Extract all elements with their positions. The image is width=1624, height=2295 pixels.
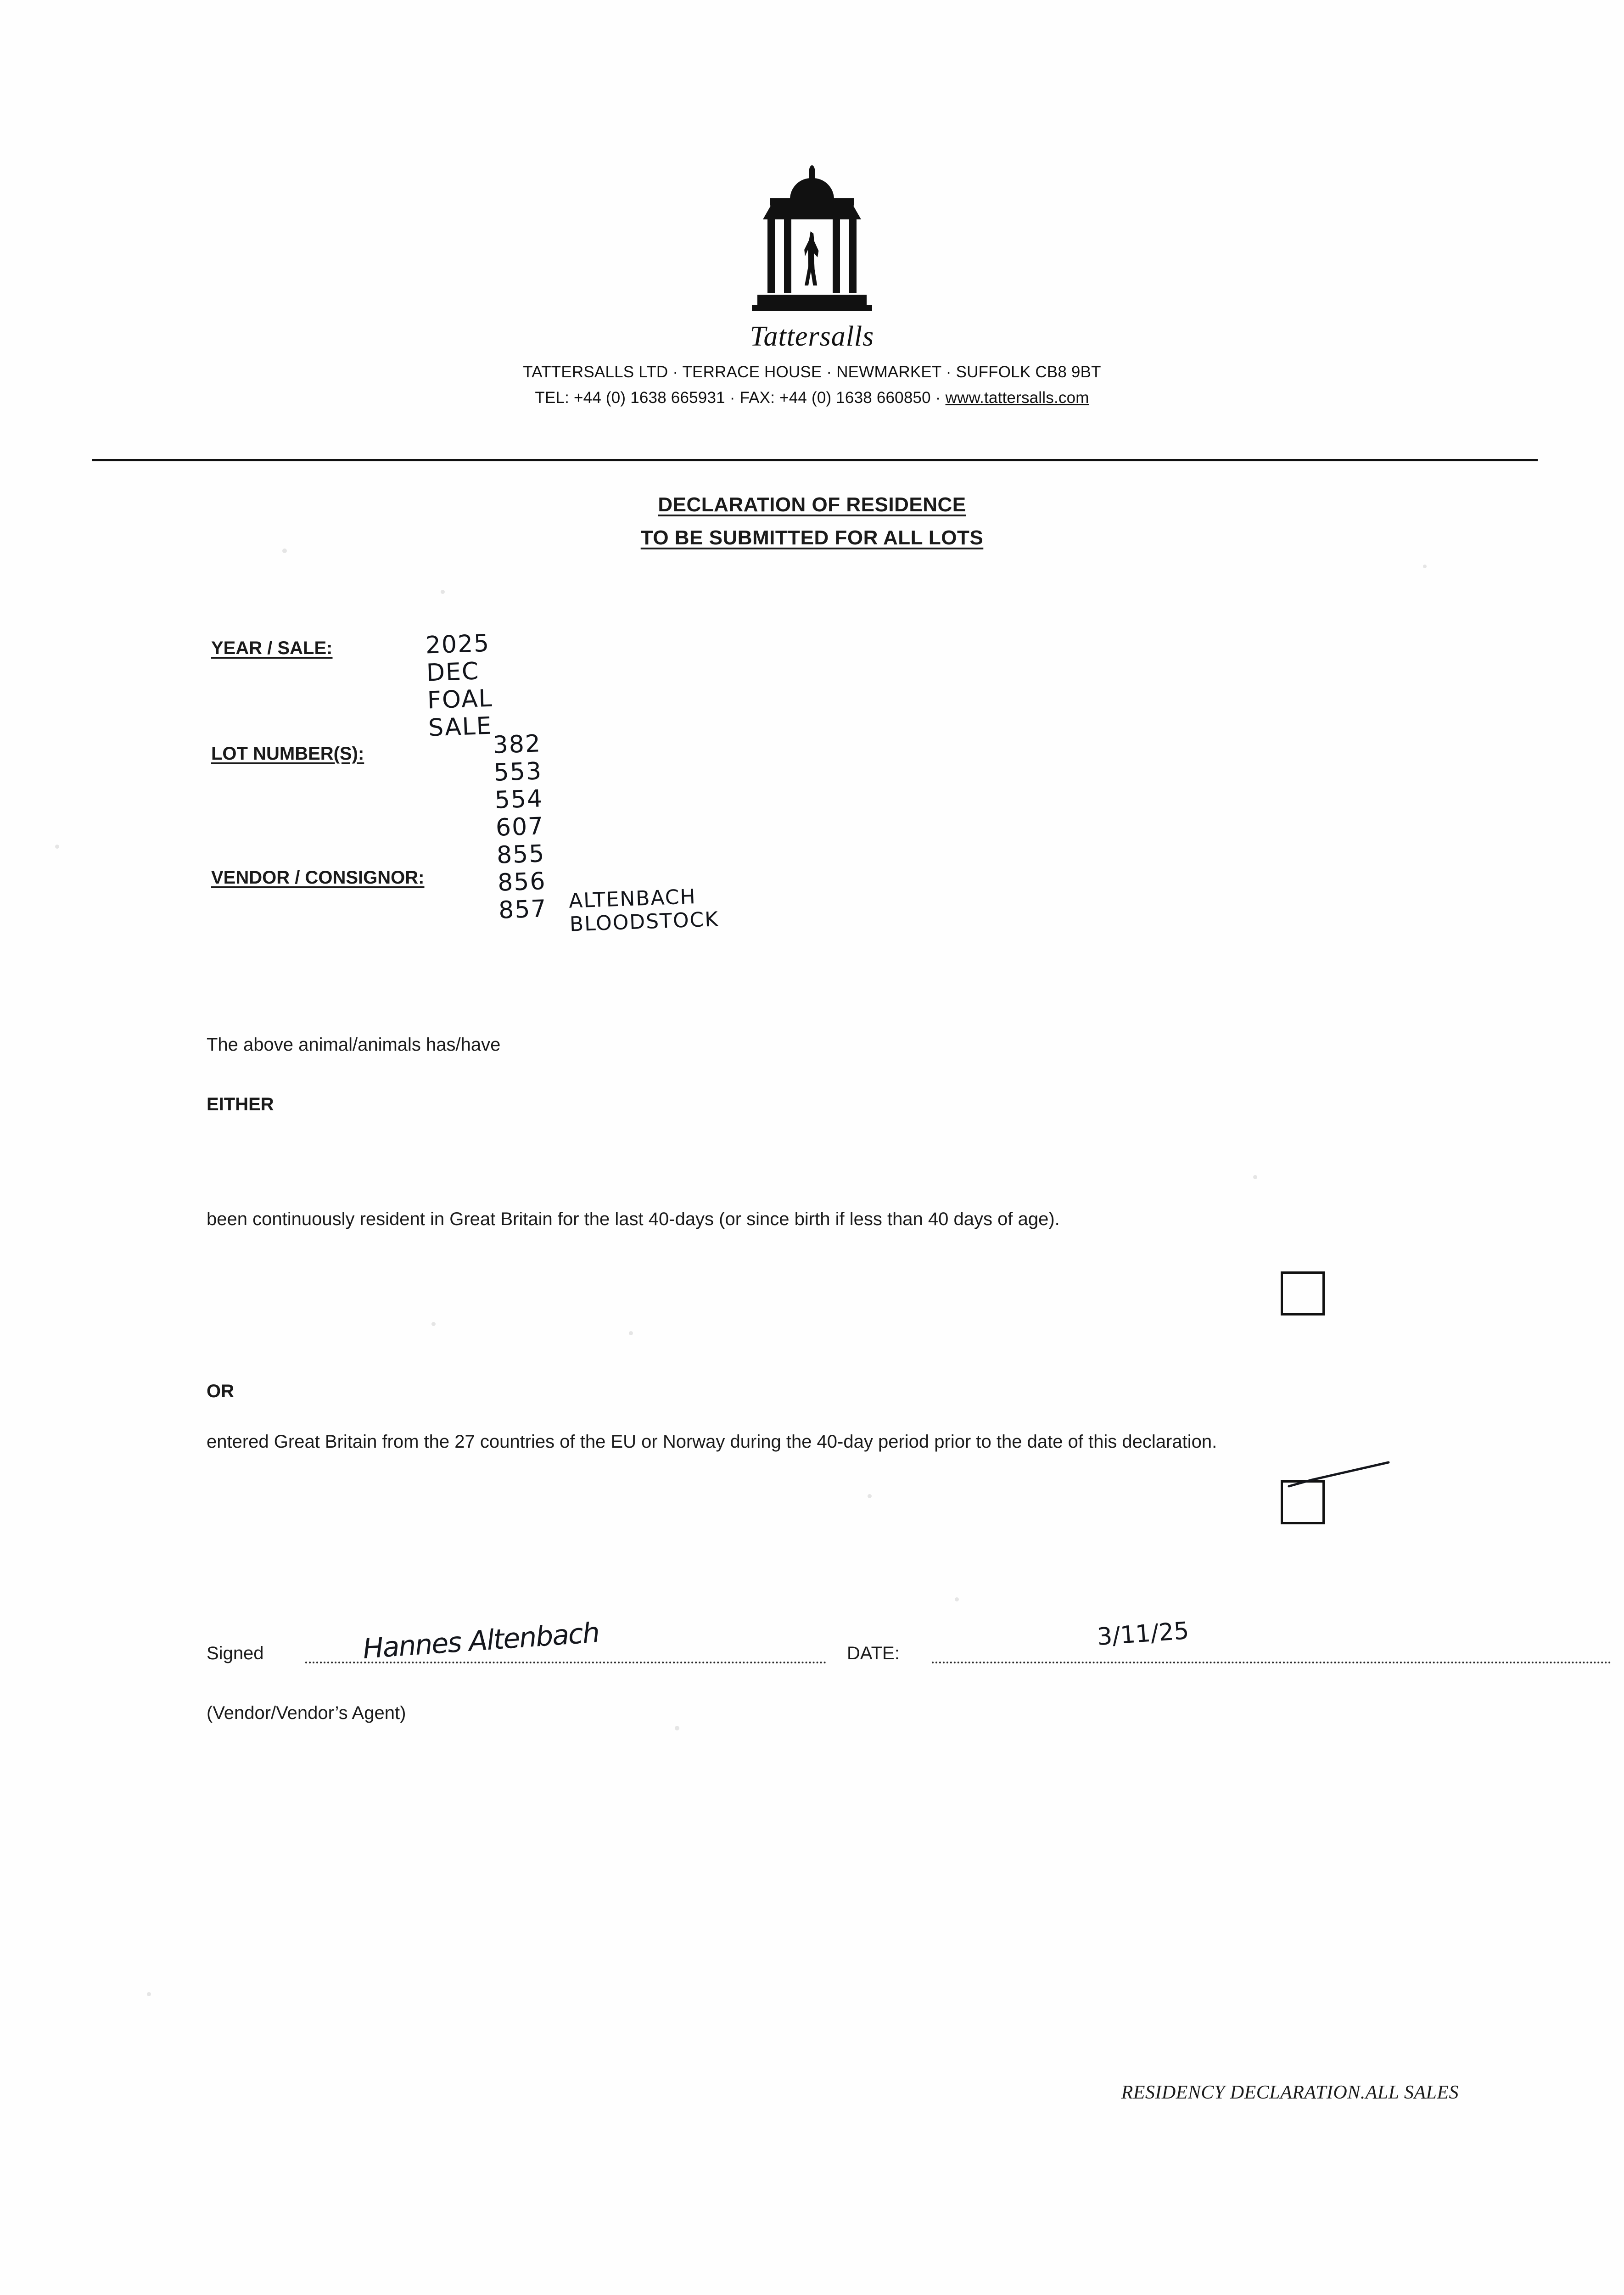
page-title-line1: DECLARATION OF RESIDENCE — [658, 493, 966, 516]
field-year-sale — [211, 629, 493, 742]
scan-speck — [431, 1322, 436, 1326]
website-link[interactable]: www.tattersalls.com — [945, 389, 1089, 407]
signature-value[interactable]: Hannes Altenbach — [362, 1617, 600, 1665]
vendor-label: VENDOR / CONSIGNOR: — [211, 868, 425, 888]
scan-speck — [955, 1597, 959, 1601]
option-a-text: been continuously resident in Great Britain for the last 40-days (or since birth if less than 40 days of age). — [207, 1209, 1060, 1229]
option-a-checkbox[interactable] — [1281, 1271, 1325, 1315]
scan-speck — [675, 1726, 679, 1730]
date-line[interactable] — [932, 1643, 1611, 1663]
option-b-text: entered Great Britain from the 27 countries of the EU or Norway during the 40-day period prior to the date of this declaration. — [207, 1432, 1217, 1452]
company-address: TATTERSALLS LTD · TERRACE HOUSE · NEWMARKET · SUFFOLK CB8 9BT — [523, 363, 1101, 381]
page-title-line2: TO BE SUBMITTED FOR ALL LOTS — [640, 526, 984, 549]
lot-numbers-label: LOT NUMBER(S): — [211, 744, 364, 764]
date-value[interactable]: 3/11/25 — [1096, 1617, 1190, 1651]
date-label: DATE: — [847, 1643, 900, 1663]
or-label: OR — [207, 1381, 234, 1401]
scan-speck — [629, 1331, 633, 1335]
brand-wordmark: Tattersalls — [750, 321, 874, 352]
footer-reference: RESIDENCY DECLARATION.ALL SALES — [1121, 2082, 1459, 2103]
vendor-value[interactable]: ALTENBACH BLOODSTOCK — [568, 885, 719, 936]
letterhead — [0, 165, 1624, 407]
page-title — [0, 493, 1624, 549]
header-divider — [92, 459, 1538, 461]
signed-label: Signed — [207, 1643, 264, 1663]
contact-numbers: TEL: +44 (0) 1638 665931 · FAX: +44 (0) 1638 660850 · — [535, 389, 946, 407]
company-contact — [0, 389, 1624, 407]
scan-speck — [55, 845, 59, 849]
year-sale-value[interactable]: 2025 DEC FOAL SALE — [425, 629, 493, 742]
either-label: EITHER — [207, 1094, 274, 1114]
option-b-checkbox[interactable] — [1281, 1480, 1325, 1524]
signatory-note: (Vendor/Vendor’s Agent) — [207, 1703, 406, 1723]
year-sale-label: YEAR / SALE: — [211, 638, 333, 658]
field-vendor-consignor — [211, 868, 719, 936]
scan-speck — [1253, 1175, 1257, 1179]
scan-speck — [441, 590, 445, 594]
scan-speck — [147, 1992, 151, 1996]
lot-numbers-value[interactable]: 382 553 554 607 855 856 857 — [492, 730, 548, 924]
intro-text: The above animal/animals has/have — [207, 1035, 501, 1055]
scan-speck — [868, 1494, 872, 1498]
scan-speck — [1423, 565, 1427, 568]
tattersalls-temple-logo-icon — [743, 165, 881, 317]
